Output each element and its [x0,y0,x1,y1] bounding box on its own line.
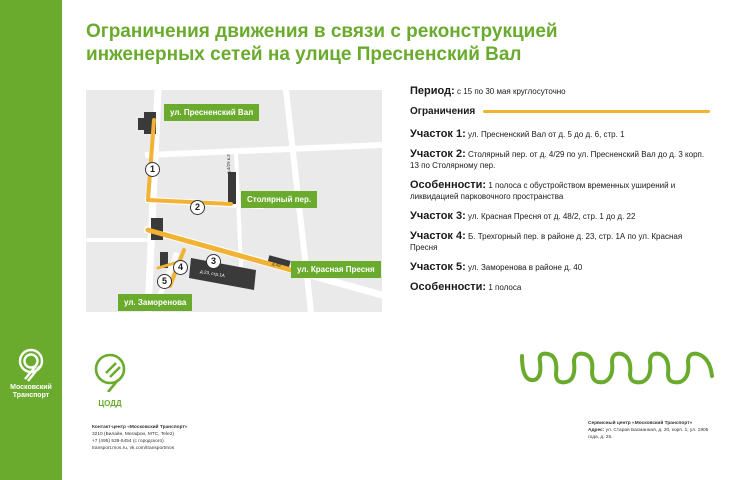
map-roads [86,90,382,312]
service-center-info [588,420,718,441]
street-label-krasnaya-bldg: д.48 [271,261,282,268]
section-value: 1 полоса [488,283,522,292]
period-row [410,86,710,97]
section-value: ул. Красная Пресня от д. 48/2, стр. 1 до д. 22 [468,212,636,221]
service-center-title: Сервисный центр «Московский Транспорт» [588,421,693,426]
moscow-transport-logo-text: Московский Транспорт [10,384,52,399]
restrictions-label: Ограничения [410,106,476,117]
section-row [410,262,710,273]
callout-stolyarny: Столярный пер. [241,191,317,208]
section-label: Участок 5: [410,261,466,273]
building-3 [228,172,236,204]
street-horizontal-upper [148,145,382,155]
street-small-vertical [236,154,241,265]
section-value: Б. Трехгорный пер. в районе д. 23, стр. 1А по ул. Красная Пресня [410,232,683,252]
section-value: Столярный пер. от д. 4/29 по ул. Пресненский Вал до д. 3 корп. 13 по Столярному пер. [410,150,705,170]
tsodd-logo-icon [90,352,130,392]
moscow-transport-logo [6,348,56,400]
restrictions-header [410,106,710,117]
section-value: 1 полоса с обустройством временных уширений и ликвидацией парковочного пространства [410,181,676,201]
contact-center-title: Контакт-центр «Московский Транспорт» [92,425,188,430]
section-label: Особенности: [410,179,487,191]
page-title [86,20,686,66]
section-row [410,149,710,171]
street-label-stolyarny-bldg: д.4/29 к.3 [226,154,231,174]
callout-presnensky-val: ул. Пресненский Вал [164,104,259,121]
section-label: Особенности: [410,281,487,293]
street-label-trekhgorny-bldg: д.23, стр.1А [199,268,226,279]
section-row [410,129,710,140]
marker-section-1: 1 [145,162,160,177]
service-address: ул. Старая Басманная, д. 20, корп. 1; ул. 1905 года, д. 25. [588,428,709,440]
decorative-waves [518,348,718,388]
contact-web: transport.mos.ru, vk.com/transportmos [92,446,175,451]
service-address-line [588,427,718,441]
contact-short-number: 3210 (Билайн, Мегафон, МТС, Tele2) [92,432,174,437]
contact-center-info [92,424,312,452]
section-row [410,282,710,293]
section-row [410,211,710,222]
moscow-transport-logo-icon [16,348,46,382]
section-label: Участок 4: [410,230,466,242]
tsodd-logo [90,352,130,408]
contact-phone: +7 (495) 539-5454 (с городского) [92,439,164,444]
marker-section-4: 4 [173,260,188,275]
section-label: Участок 2: [410,148,466,160]
period-label: Период: [410,85,455,97]
service-address-label: Адрес: [588,428,605,433]
tsodd-logo-text: ЦОДД [98,399,122,408]
period-value: с 15 по 30 мая круглосуточно [456,87,566,96]
restriction-map [86,90,382,312]
marker-section-3: 3 [206,254,221,269]
marker-section-5: 5 [157,274,172,289]
building-2 [138,118,144,130]
section-row [410,231,710,253]
marker-section-2: 2 [190,200,205,215]
page-title-line-2: инженерных сетей на улице Пресненский Вал [86,44,522,65]
section-row [410,180,710,202]
restrictions-divider [483,110,710,113]
callout-zamorenova: ул. Заморенова [118,294,192,311]
section-label: Участок 1: [410,128,466,140]
section-label: Участок 3: [410,210,466,222]
section-value: ул. Пресненский Вал от д. 5 до д. 6, стр. 1 [468,130,625,139]
info-panel [410,86,710,302]
page-title-line-1: Ограничения движения в связи с реконструкцией [86,21,558,42]
section-value: ул. Заморенова в районе д. 40 [468,263,583,272]
green-sidebar [0,0,62,480]
callout-krasnaya-presnya: ул. Красная Пресня [291,261,381,278]
